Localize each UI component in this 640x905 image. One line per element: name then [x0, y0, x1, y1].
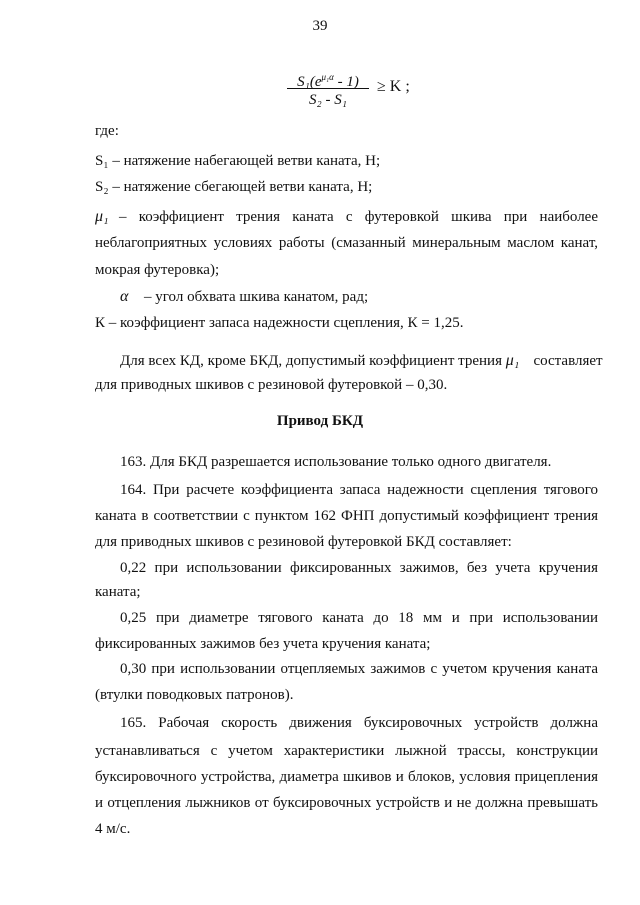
value-025-line-1: 0,25 при диаметре тягового каната до 18 мм и при использовании: [120, 610, 598, 626]
paragraph-165-line-3: буксировочного устройства, диаметра шкивов и блоков, условия прицепления: [95, 769, 598, 785]
formula-numerator: $S_1(e^{\mu_1\alpha} - 1)$: [297, 72, 359, 90]
paragraph-163: 163. Для БКД разрешается использование только одного двигателя.: [120, 454, 552, 470]
paragraph-165-line-2: устанавливаться с учетом характеристики лыжной трассы, конструкции: [95, 743, 598, 759]
mu-definition-line-1: μ₁ – коэффициент трения каната с футеровкой шкива при наиболее: [95, 208, 598, 225]
mu-symbol-inline: μ₁: [505, 352, 520, 369]
k-definition: К – коэффициент запаса надежности сцепления, К = 1,25.: [95, 315, 464, 331]
paragraph-165-line-4: и отцепления лыжников от буксировочных устройств и не должна превышать: [95, 795, 598, 811]
value-022-line-2: каната;: [95, 584, 141, 600]
paragraph-165-line-1: 165. Рабочая скорость движения буксировочных устройств должна: [120, 715, 598, 731]
page-number: 39: [312, 18, 328, 34]
where-label: где:: [95, 123, 119, 139]
formula: [285, 66, 425, 116]
paragraph-164-line-1: 164. При расчете коэффициента запаса надежности сцепления тягового: [120, 482, 598, 498]
paragraph-164-line-2: каната в соответствии с пунктом 162 ФНП допустимый коэффициент трения: [95, 508, 598, 524]
formula-denominator: S₂ - S₁: [309, 92, 347, 108]
mu-definition-line-2: неблагоприятных условиях работы (смазанный минеральным маслом канат,: [95, 235, 598, 251]
alpha-definition: α – угол обхвата шкива канатом, рад;: [120, 288, 369, 305]
value-022-line-1: 0,22 при использовании фиксированных зажимов, без учета кручения: [120, 560, 598, 576]
value-030-line-1: 0,30 при использовании отцепляемых зажимов с учетом кручения каната: [120, 661, 598, 677]
formula-fraction: [285, 66, 371, 111]
section-heading: Привод БКД: [276, 413, 364, 429]
mu-definition-line-3: мокрая футеровка);: [95, 262, 220, 278]
s2-definition: S₂ – натяжение сбегающей ветви каната, Н;: [95, 179, 373, 195]
value-025-line-2: фиксированных зажимов без учета кручения каната;: [95, 636, 431, 652]
formula-relation: ≥ K ;: [377, 78, 410, 95]
mu-symbol: μ₁: [95, 208, 109, 225]
s1-definition: S₁ – натяжение набегающей ветви каната, Н;: [95, 153, 381, 169]
paragraph-165-line-5: 4 м/с.: [95, 821, 131, 837]
all-kd-line-1: Для всех КД, кроме БКД, допустимый коэффициент трения μ₁ составляет: [120, 352, 603, 369]
alpha-symbol: α: [120, 288, 129, 305]
value-030-line-2: (втулки поводковых патронов).: [95, 687, 294, 703]
paragraph-164-line-3: для приводных шкивов с резиновой футеровкой БКД составляет:: [95, 534, 512, 550]
all-kd-line-2: для приводных шкивов с резиновой футеровкой – 0,30.: [95, 377, 448, 393]
